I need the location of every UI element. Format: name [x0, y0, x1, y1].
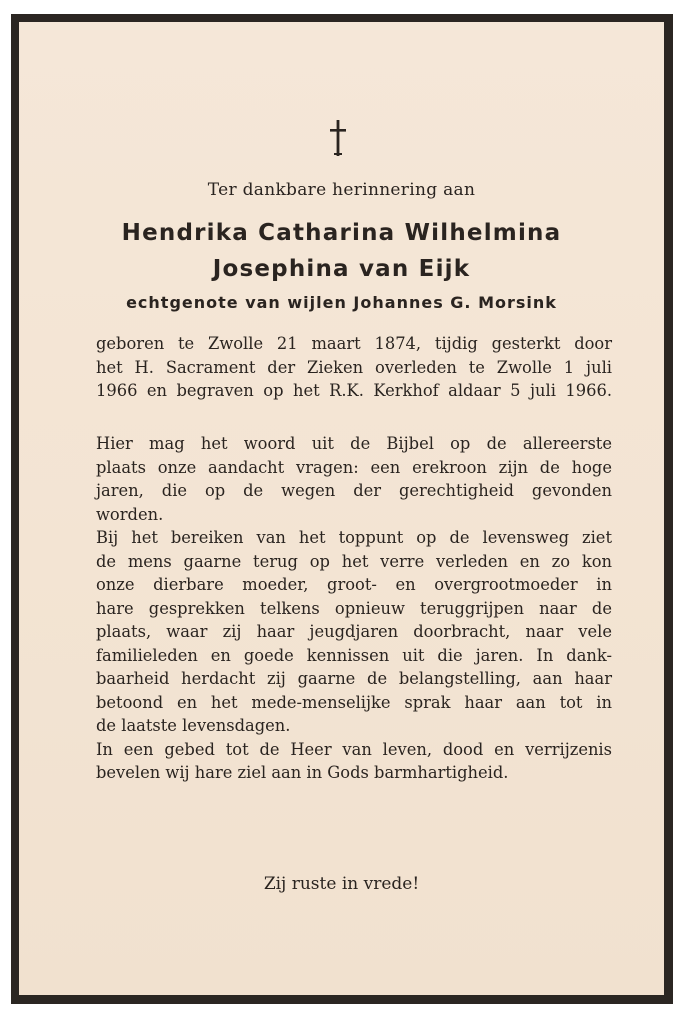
- text-line: geboren te Zwolle 21 maart 1874, tijdig gesterkt door: [96, 334, 612, 353]
- deceased-name-line-2: Josephina van Eijk: [212, 256, 471, 282]
- text-line: 1966 en begraven op het R.K. Kerkhof aldaar 5 juli 1966.: [96, 381, 612, 400]
- cross-icon: [328, 120, 348, 156]
- text-line: Hier mag het woord uit de Bijbel op de allereerste: [96, 434, 612, 453]
- text-line: hare gesprekken telkens opnieuw teruggrijpen naar de: [96, 598, 612, 618]
- text-line: betoond en het mede-menselijke sprak haar aan tot in: [96, 692, 612, 712]
- card-paper: [19, 22, 664, 995]
- deceased-name-line-1: Hendrika Catharina Wilhelmina: [121, 220, 562, 246]
- spouse-line: echtgenote van wijlen Johannes G. Morsink: [126, 293, 557, 312]
- text-line: familieleden en goede kennissen uit die jaren. In dank-: [96, 645, 612, 665]
- text-line: worden.: [96, 504, 164, 524]
- text-line: bevelen wij hare ziel aan in Gods barmhartigheid.: [96, 763, 509, 782]
- memorial-card: [11, 14, 673, 1004]
- text-line: baarheid herdacht zij gaarne de belangstelling, aan haar: [96, 669, 612, 688]
- intro-text: Ter dankbare herinnering aan: [207, 180, 476, 200]
- biography-paragraph: [96, 332, 612, 403]
- text-line: onze dierbare moeder, groot- en overgrootmoeder in: [96, 575, 612, 594]
- text-line: het H. Sacrament der Zieken overleden te Zwolle 1 juli: [96, 357, 612, 377]
- text-line: de laatste levensdagen.: [96, 716, 291, 735]
- reflection-paragraph: [96, 432, 612, 785]
- text-line: In een gebed tot de Heer van leven, dood en verrijzenis: [96, 739, 612, 759]
- text-line: jaren, die op de wegen der gerechtigheid gevonden: [96, 481, 612, 500]
- text-line: plaats onze aandacht vragen: een erekroon zijn de hoge: [96, 457, 612, 477]
- closing-text: Zij ruste in vrede!: [263, 874, 420, 894]
- text-line: plaats, waar zij haar jeugdjaren doorbracht, naar vele: [96, 622, 612, 641]
- text-line: Bij het bereiken van het toppunt op de levensweg ziet: [96, 528, 612, 547]
- text-line: de mens gaarne terug op het verre verleden en zo kon: [96, 551, 612, 571]
